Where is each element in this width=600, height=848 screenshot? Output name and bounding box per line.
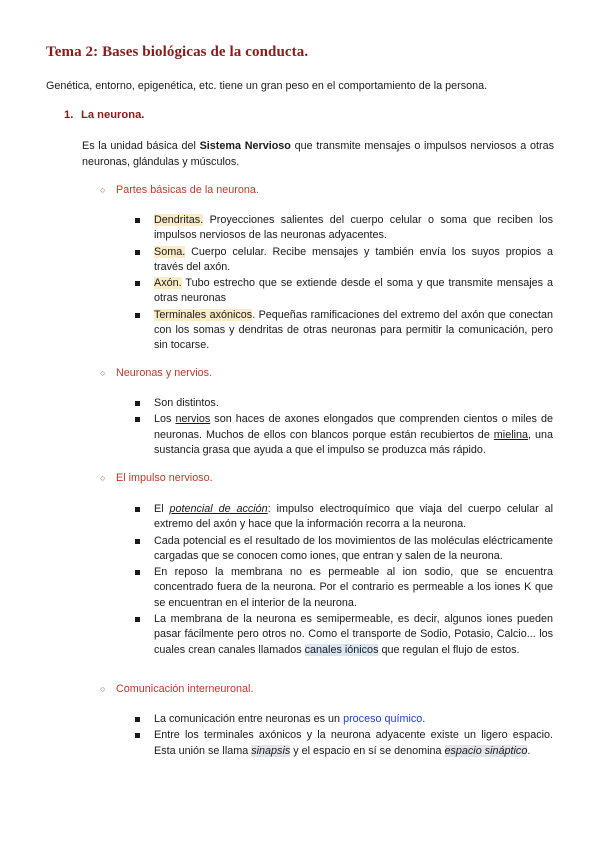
- list-item: En reposo la membrana no es permeable al ion sodio, que se encuentra concentrado fuera de la neurona. Por el contrario es permeable a los iones K que se encuentran en el interior de la neurona.: [135, 565, 553, 611]
- square-bullet-icon: [135, 617, 140, 622]
- term-espacio-sinaptico: espacio sináptico: [444, 744, 528, 757]
- square-bullet-icon: [135, 401, 140, 406]
- subsection-heading-comunicacion: ○ Comunicación interneuronal.: [100, 683, 254, 695]
- square-bullet-icon: [135, 250, 140, 255]
- section-label: La neurona.: [81, 109, 145, 121]
- square-bullet-icon: [135, 570, 140, 575]
- section-number: 1.: [64, 109, 74, 121]
- list-item: El potencial de acción: impulso electroquímico que viaja del cuerpo celular al extremo del axón y hace que la información recorra a la neurona.: [135, 502, 553, 533]
- list-item: La comunicación entre neuronas es un proceso químico.: [135, 712, 553, 727]
- intro-paragraph: Genética, entorno, epigenética, etc. tiene un gran peso en el comportamiento de la persona.: [46, 80, 488, 92]
- term-mielina: mielina: [493, 428, 529, 441]
- subsection-heading-nervios: ○ Neuronas y nervios.: [100, 367, 213, 379]
- list-item: La membrana de la neurona es semipermeable, es decir, algunos iones pueden pasar fácilmente pero otros no. Como el transporte de Sodio, Potasio, Calcio... los cuales crean canales llamados canales iónicos que regulan el flujo de estos.: [135, 612, 553, 658]
- list-item: Los nervios son haces de axones elongados que comprenden cientos o miles de neuronas. Muchos de ellos con blancos porque están recubiertos de mielina, una sustancia grasa que ayuda a que el impulso se produzca más rápido.: [135, 412, 553, 458]
- term-axon: Axón.: [154, 277, 182, 290]
- term-canales-ionicos: canales iónicos: [304, 643, 379, 656]
- term-soma: Soma.: [154, 245, 186, 258]
- section-heading: [64, 109, 144, 121]
- list-item: Entre los terminales axónicos y la neurona adyacente existe un ligero espacio. Esta unión se llama sinapsis y el espacio en sí se denomina espacio sináptico.: [135, 728, 553, 759]
- hollow-circle-bullet-icon: ○: [100, 473, 106, 483]
- square-bullet-icon: [135, 281, 140, 286]
- list-item: Soma. Cuerpo celular. Recibe mensajes y también envía los suyos propios a través del axón.: [135, 245, 553, 276]
- term-dendritas: Dendritas.: [154, 214, 204, 226]
- square-bullet-icon: [135, 313, 140, 318]
- list-item: Dendritas. Proyecciones salientes del cuerpo celular o soma que reciben los impulsos nerviosos de las neuronas adyacentes.: [135, 213, 553, 244]
- list-nervios: [135, 396, 553, 459]
- hollow-circle-bullet-icon: ○: [100, 368, 106, 378]
- list-impulso: [135, 502, 553, 659]
- hollow-circle-bullet-icon: ○: [100, 185, 106, 195]
- term-proceso-quimico: proceso químico: [343, 713, 423, 725]
- list-item: Cada potencial es el resultado de los movimientos de las moléculas eléctricamente cargadas que se conocen como iones, que entran y salen de la neurona.: [135, 534, 553, 565]
- square-bullet-icon: [135, 507, 140, 512]
- list-comunicacion: [135, 712, 553, 760]
- term-terminales-axonicos: Terminales axónicos: [154, 308, 253, 321]
- square-bullet-icon: [135, 733, 140, 738]
- square-bullet-icon: [135, 218, 140, 223]
- list-item: Axón. Tubo estrecho que se extiende desde el soma y que transmite mensajes a otras neuronas: [135, 276, 553, 307]
- term-nervios: nervios: [175, 413, 211, 426]
- square-bullet-icon: [135, 417, 140, 422]
- term-potencial-de-accion: potencial de acción: [169, 503, 268, 515]
- subsection-heading-partes: ○ Partes básicas de la neurona.: [100, 184, 259, 196]
- hollow-circle-bullet-icon: ○: [100, 684, 106, 694]
- square-bullet-icon: [135, 539, 140, 544]
- list-item: Son distintos.: [135, 396, 553, 411]
- square-bullet-icon: [135, 717, 140, 722]
- subsection-heading-impulso: ○ El impulso nervioso.: [100, 472, 213, 484]
- term-sinapsis: sinapsis: [251, 744, 291, 757]
- list-item: Terminales axónicos. Pequeñas ramificaciones del extremo del axón que conectan con los somas y dendritas de otras neuronas para permitir la comunicación, pero sin tocarse.: [135, 308, 553, 354]
- term-sistema-nervioso: Sistema Nervioso: [199, 140, 291, 152]
- definition-paragraph: Es la unidad básica del Sistema Nervioso que transmite mensajes o impulsos nerviosos a otras neuronas, glándulas y músculos.: [82, 140, 554, 168]
- page-title: Tema 2: Bases biológicas de la conducta.: [46, 44, 309, 60]
- list-partes: [135, 213, 553, 355]
